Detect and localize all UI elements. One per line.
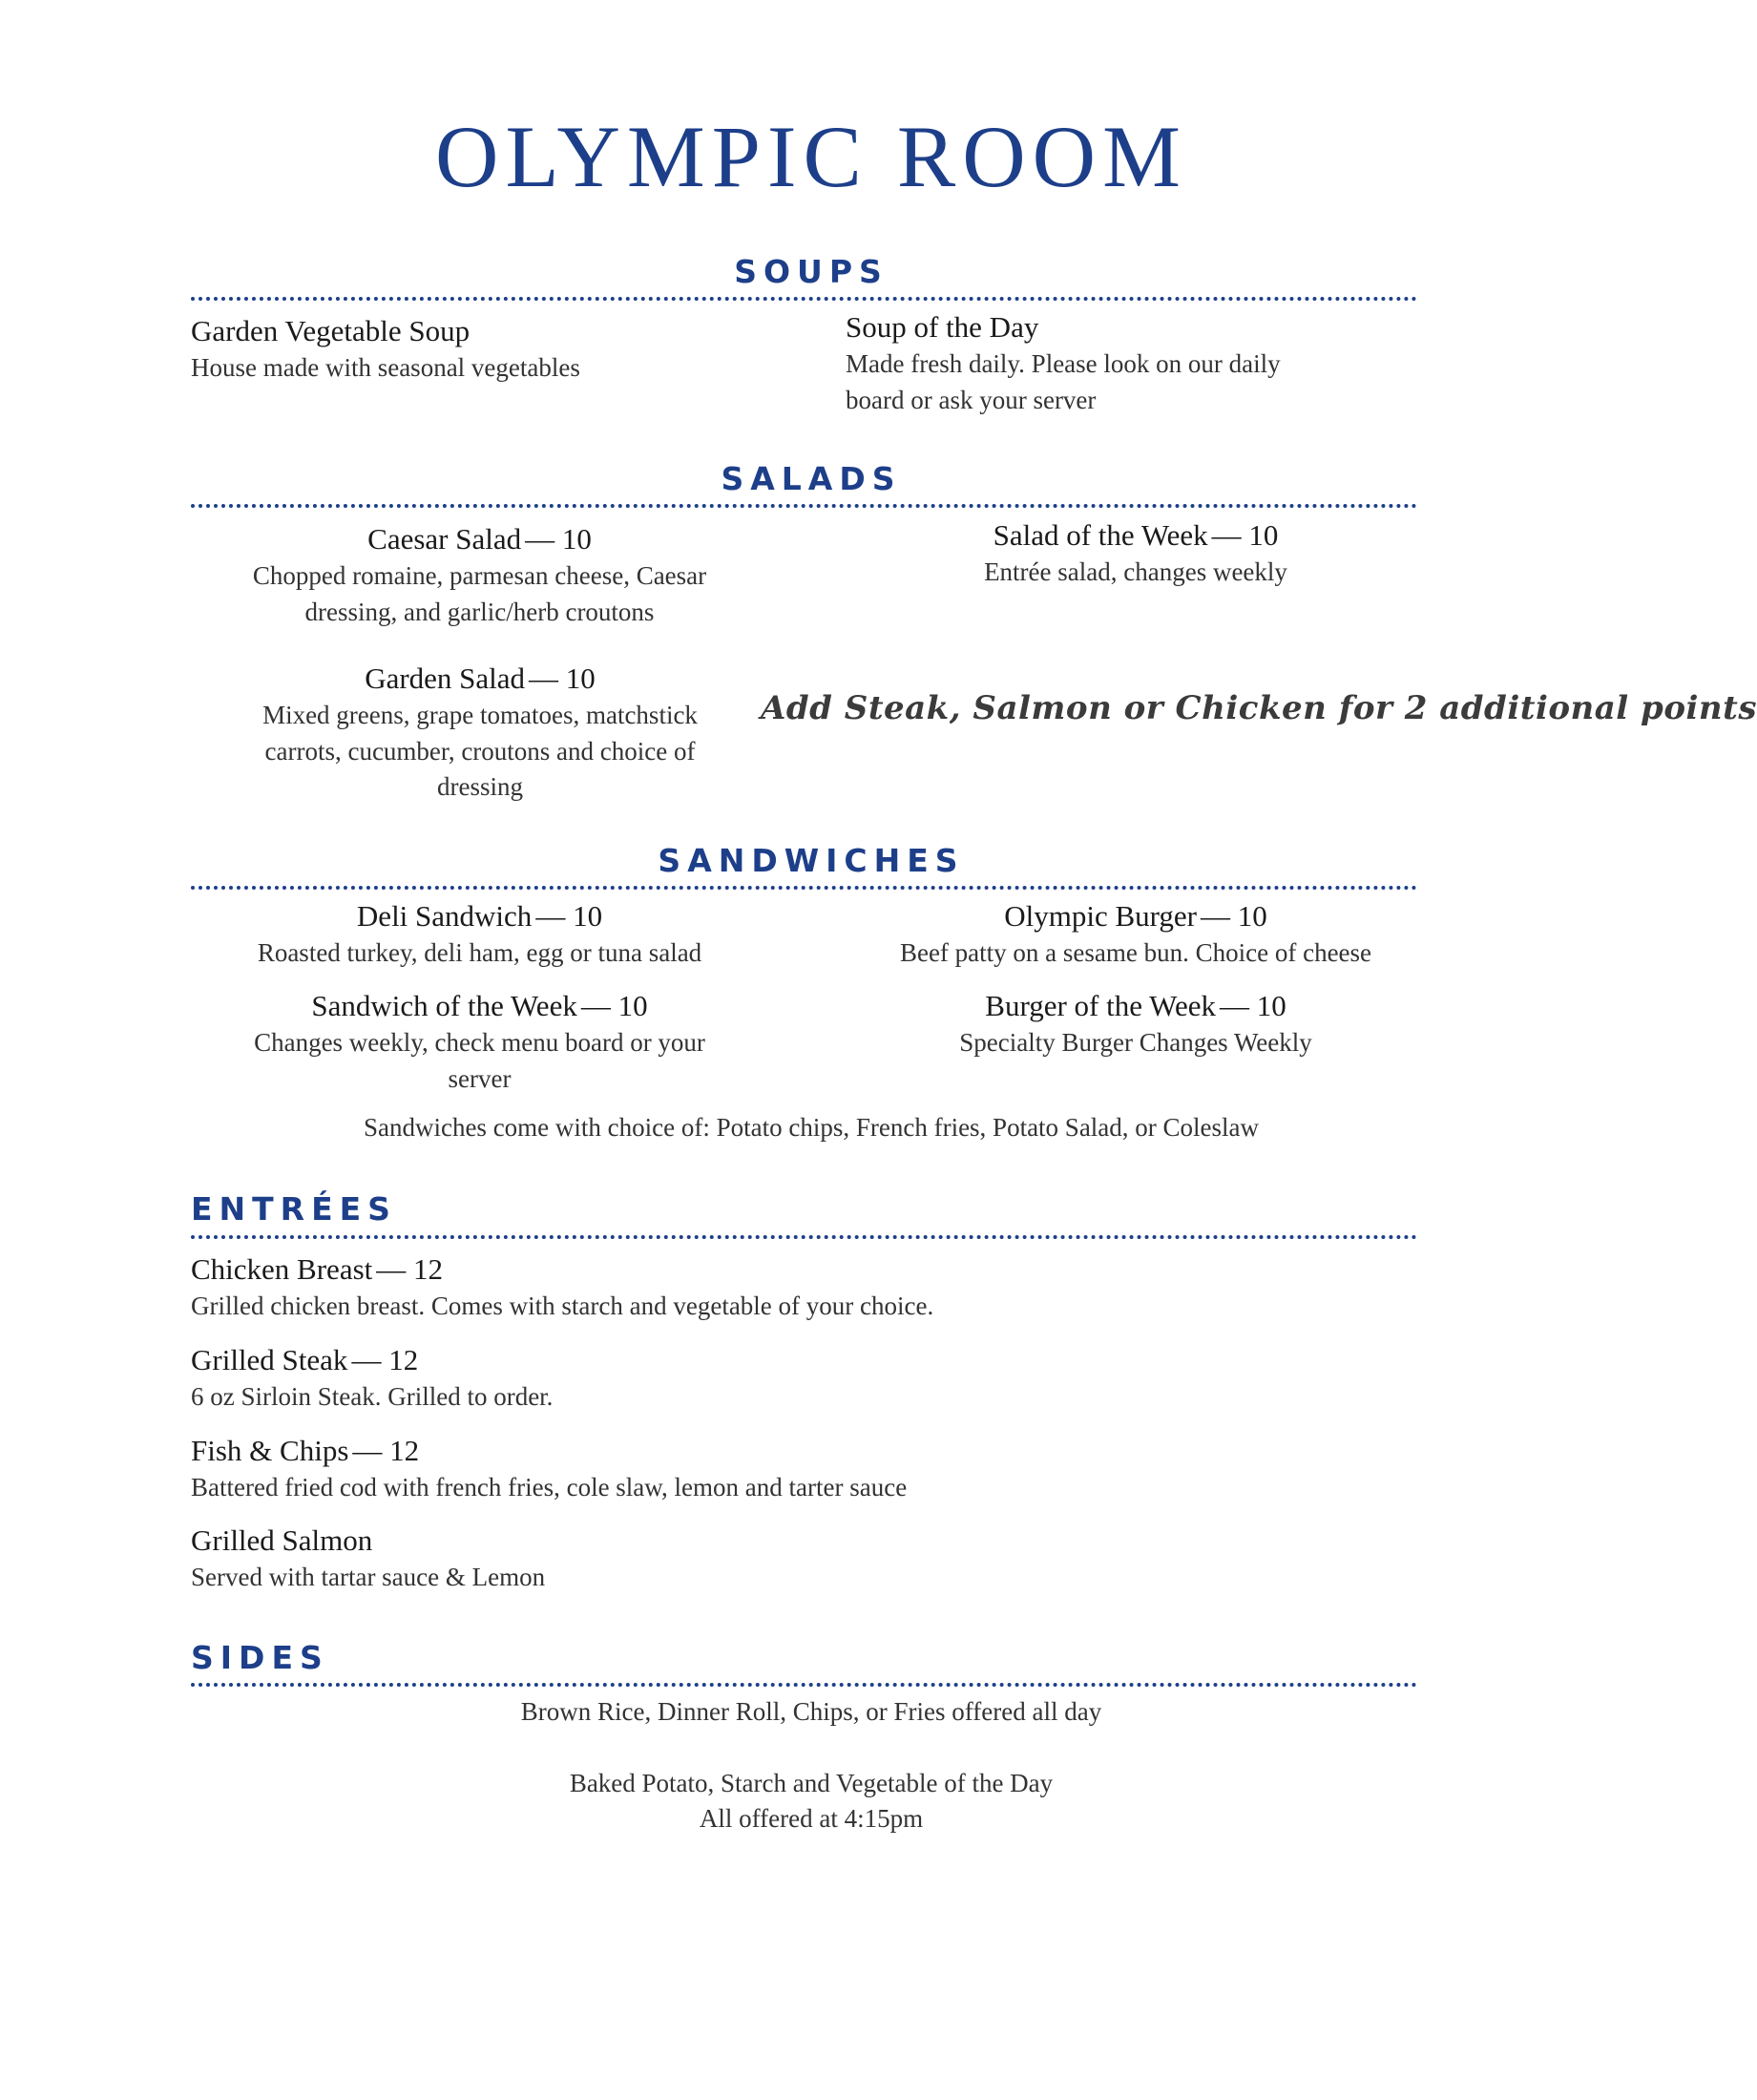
- item-description: 6 oz Sirloin Steak. Grilled to order.: [191, 1382, 554, 1412]
- menu-item: [840, 897, 1432, 972]
- item-name: Chicken Breast: [191, 1252, 373, 1286]
- section-divider: [191, 1683, 1417, 1687]
- item-description: Roasted turkey, deli ham, egg or tuna salad: [257, 938, 702, 968]
- item-price: — 10: [1201, 899, 1267, 933]
- sides-evening: Baked Potato, Starch and Vegetable of the Day: [569, 1769, 1054, 1797]
- item-name: Caesar Salad: [367, 522, 522, 556]
- menu-item: [191, 312, 725, 387]
- item-description: Beef patty on a sesame bun. Choice of cheese: [899, 938, 1372, 968]
- item-name: Fish & Chips: [191, 1434, 349, 1467]
- menu-item: [191, 1522, 1412, 1596]
- item-name: Olympic Burger: [1004, 899, 1197, 933]
- item-description: Made fresh daily. Please look on our daily board or ask your server: [846, 349, 1281, 414]
- section-heading-sides: SIDES: [191, 1639, 329, 1676]
- item-price: — 12: [376, 1252, 444, 1286]
- menu-item: [859, 516, 1412, 591]
- sides-all-day: Brown Rice, Dinner Roll, Chips, or Fries offered all day: [520, 1697, 1102, 1726]
- menu-title: OLYMPIC ROOM: [435, 108, 1187, 205]
- item-name: Salad of the Week: [993, 518, 1208, 552]
- section-heading-salads: SALADS: [721, 460, 902, 497]
- menu-item: [191, 1341, 1412, 1416]
- item-price: — 10: [529, 662, 596, 695]
- menu-item: [220, 987, 740, 1097]
- item-name: Grilled Salmon: [191, 1523, 373, 1557]
- menu-item: [846, 308, 1342, 418]
- item-description: Battered fried cod with french fries, cole slaw, lemon and tarter sauce: [191, 1473, 908, 1502]
- item-name: Deli Sandwich: [356, 899, 533, 933]
- item-name: Grilled Steak: [191, 1343, 348, 1376]
- section-divider: [191, 886, 1417, 890]
- item-price: — 10: [535, 899, 603, 933]
- item-name: Garden Vegetable Soup: [191, 314, 471, 347]
- section-divider: [191, 1235, 1417, 1239]
- menu-item: [237, 660, 723, 805]
- menu-item: [220, 520, 740, 630]
- item-name: Soup of the Day: [846, 310, 1039, 344]
- item-description: Mixed greens, grape tomatoes, matchstick carrots, cucumber, croutons and choice of dressing: [262, 701, 698, 801]
- item-price: — 10: [1219, 989, 1286, 1022]
- item-description: Changes weekly, check menu board or your server: [254, 1028, 705, 1093]
- item-price: — 10: [525, 522, 592, 556]
- add-protein-note: Add Steak, Salmon or Chicken for 2 additional points: [761, 689, 1757, 727]
- menu-item: [859, 987, 1412, 1061]
- section-heading-entrees: ENTRÉES: [191, 1190, 397, 1228]
- menu-item: [191, 897, 768, 972]
- item-price: — 10: [580, 989, 648, 1022]
- menu-item: [191, 1432, 1412, 1506]
- section-divider: [191, 504, 1417, 508]
- item-description: Grilled chicken breast. Comes with starch and vegetable of your choice.: [191, 1292, 934, 1321]
- item-price: — 12: [351, 1343, 419, 1376]
- item-name: Burger of the Week: [985, 989, 1216, 1022]
- item-price: — 12: [352, 1434, 420, 1467]
- section-heading-sandwiches: SANDWICHES: [658, 842, 965, 879]
- item-description: Specialty Burger Changes Weekly: [959, 1028, 1312, 1058]
- item-description: Served with tartar sauce & Lemon: [191, 1563, 546, 1592]
- section-divider: [191, 297, 1417, 301]
- section-heading-soups: SOUPS: [734, 253, 889, 290]
- item-price: — 10: [1211, 518, 1279, 552]
- item-name: Sandwich of the Week: [311, 989, 577, 1022]
- sides-evening-time: All offered at 4:15pm: [699, 1804, 924, 1833]
- item-description: Chopped romaine, parmesan cheese, Caesar dressing, and garlic/herb croutons: [252, 561, 707, 626]
- item-description: House made with seasonal vegetables: [191, 353, 580, 383]
- menu-item: [191, 1250, 1412, 1325]
- sandwich-sides-note: Sandwiches come with choice of: Potato chips, French fries, Potato Salad, or Coleslaw: [363, 1113, 1260, 1142]
- item-name: Garden Salad: [365, 662, 526, 695]
- item-description: Entrée salad, changes weekly: [984, 557, 1287, 587]
